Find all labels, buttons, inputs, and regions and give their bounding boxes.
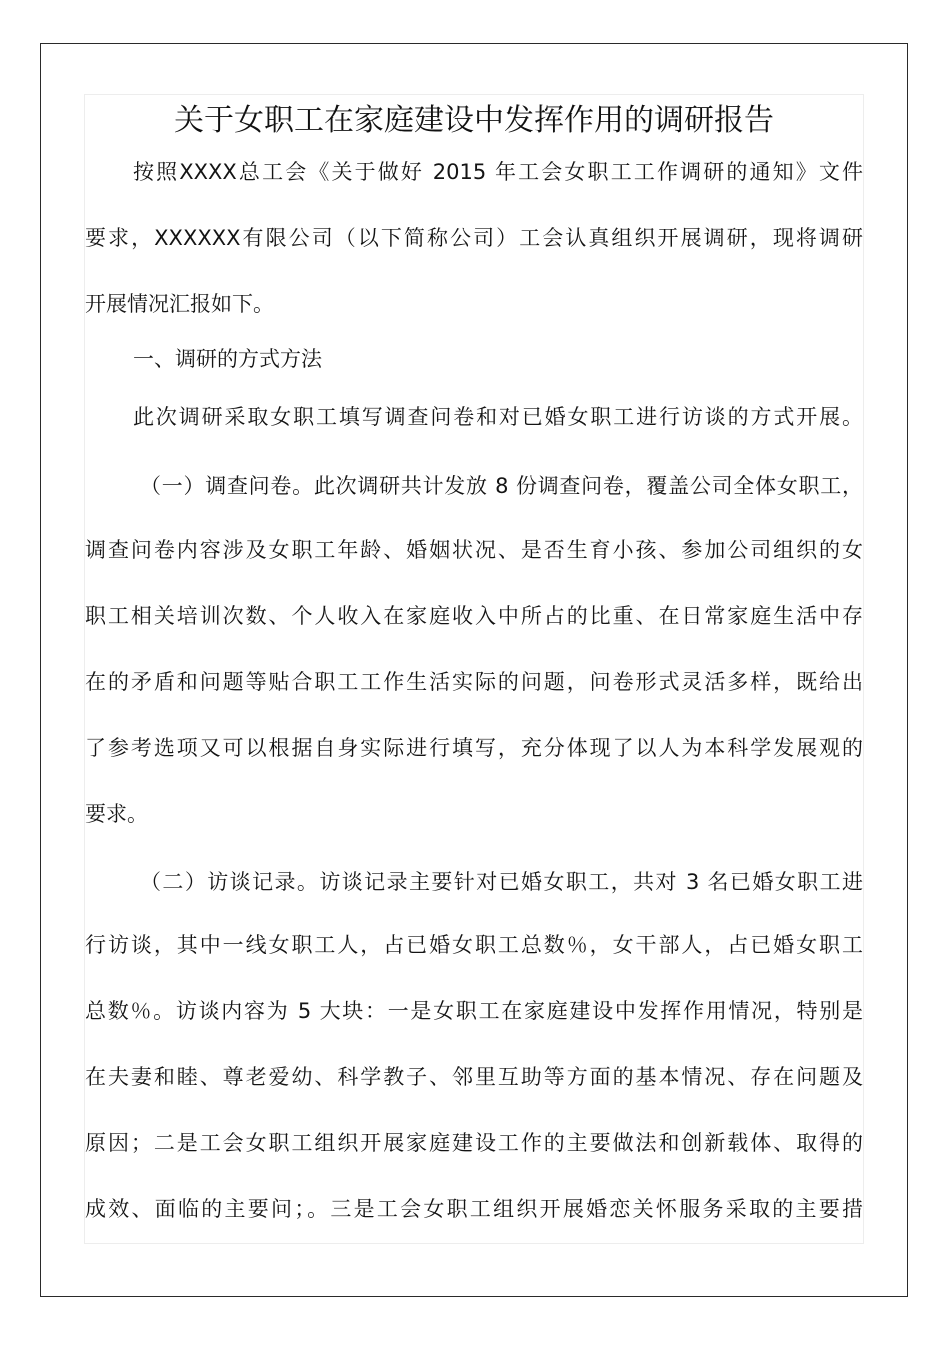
paragraph-line: 在的矛盾和问题等贴合职工工作生活实际的问题，问卷形式灵活多样，既给出 [85,670,863,694]
paragraph-line: （一）调查问卷。此次调研共计发放 8 份调查问卷，覆盖公司全体女职工， [140,474,863,498]
paragraph-line: 此次调研采取女职工填写调查问卷和对已婚女职工进行访谈的方式开展。 [133,405,863,429]
paragraph-line: 成效、面临的主要问；。三是工会女职工组织开展婚恋关怀服务采取的主要措 [85,1197,863,1221]
paragraph-line: （二）访谈记录。访谈记录主要针对已婚女职工，共对 3 名已婚女职工进 [140,870,863,894]
paragraph-line: 原因；二是工会女职工组织开展家庭建设工作的主要做法和创新载体、取得的 [85,1131,863,1155]
paragraph-line: 在夫妻和睦、尊老爱幼、科学教子、邻里互助等方面的基本情况、存在问题及 [85,1065,863,1089]
paragraph-line: 要求。 [85,802,148,826]
paragraph-line: 调查问卷内容涉及女职工年龄、婚姻状况、是否生育小孩、参加公司组织的女 [85,538,863,562]
paragraph-line: 职工相关培训次数、个人收入在家庭收入中所占的比重、在日常家庭生活中存 [85,604,863,628]
paragraph-line: 行访谈，其中一线女职工人，占已婚女职工总数％，女干部人，占已婚女职工 [85,933,863,957]
paragraph-line: 开展情况汇报如下。 [85,292,274,316]
paragraph-line: 按照XXXX总工会《关于做好 2015 年工会女职工工作调研的通知》文件 [133,160,863,184]
section-heading: 一、调研的方式方法 [133,347,322,371]
paragraph-line: 要求，XXXXXX有限公司（以下简称公司）工会认真组织开展调研，现将调研 [85,226,863,250]
paragraph-line: 了参考选项又可以根据自身实际进行填写，充分体现了以人为本科学发展观的 [85,736,863,760]
document-title: 关于女职工在家庭建设中发挥作用的调研报告 [174,103,774,138]
paragraph-line: 总数％。访谈内容为 5 大块：一是女职工在家庭建设中发挥作用情况，特别是 [85,999,863,1023]
